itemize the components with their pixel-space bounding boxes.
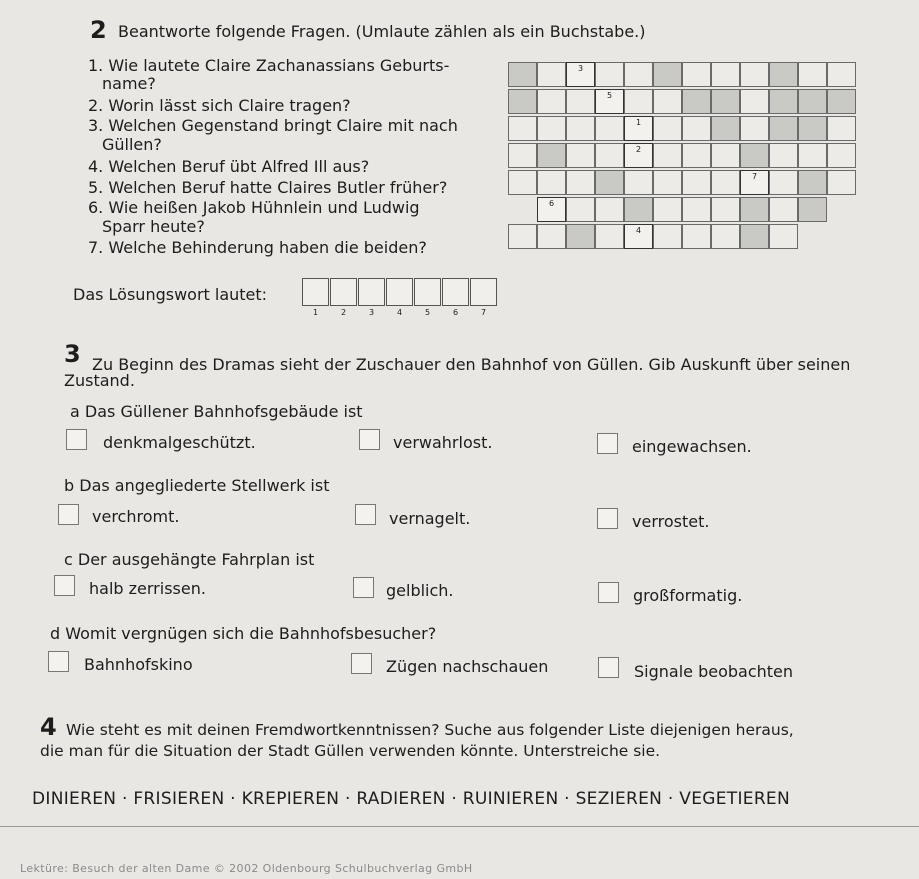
cell-number: 3 — [577, 64, 584, 73]
crossword-cell[interactable] — [798, 62, 827, 87]
crossword-cell[interactable] — [769, 197, 798, 222]
solution-label: Das Lösungswort lautet: — [73, 285, 268, 304]
question-3: 3. Welchen Gegenstand bringt Claire mit nach — [88, 116, 458, 135]
crossword-cell-numbered[interactable] — [624, 143, 653, 168]
crossword-cell-numbered[interactable] — [537, 197, 566, 222]
crossword-cell[interactable] — [566, 116, 595, 141]
crossword-cell[interactable] — [653, 116, 682, 141]
solution-number: 7 — [481, 308, 487, 317]
crossword-cell[interactable] — [682, 170, 711, 195]
question-6: 6. Wie heißen Jakob Hühnlein und Ludwig — [88, 198, 420, 217]
crossword-cell[interactable] — [537, 89, 566, 114]
crossword-cell-numbered[interactable] — [740, 170, 769, 195]
crossword-cell[interactable] — [711, 62, 740, 87]
crossword-cell[interactable] — [769, 116, 798, 141]
cell-number: 1 — [635, 118, 642, 127]
item-b-prompt: b Das angegliederte Stellwerk ist — [64, 476, 330, 495]
option-checkbox[interactable] — [598, 657, 619, 678]
crossword-cell[interactable] — [653, 62, 682, 87]
option-checkbox[interactable] — [597, 433, 618, 454]
solution-box[interactable] — [442, 278, 469, 306]
crossword-cell[interactable] — [769, 170, 798, 195]
crossword-cell[interactable] — [537, 143, 566, 168]
solution-box[interactable] — [386, 278, 413, 306]
crossword-cell[interactable] — [682, 197, 711, 222]
crossword-cell[interactable] — [566, 143, 595, 168]
word-list[interactable]: DINIEREN · FRISIEREN · KREPIEREN · RADIEREN · RUINIEREN · SEZIEREN · VEGETIEREN — [32, 789, 790, 809]
solution-number: 1 — [313, 308, 319, 317]
task3-instruction-cont: Zustand. — [64, 371, 135, 390]
crossword-cell-numbered[interactable] — [624, 116, 653, 141]
option-checkbox[interactable] — [48, 651, 69, 672]
option-label: Bahnhofskino — [84, 655, 193, 674]
crossword-cell[interactable] — [566, 89, 595, 114]
crossword-cell[interactable] — [827, 89, 856, 114]
crossword-cell[interactable] — [508, 224, 537, 249]
cell-number: 6 — [548, 199, 555, 208]
footer-credit: Lektüre: Besuch der alten Dame © 2002 Oldenbourg Schulbuchverlag GmbH — [20, 862, 473, 875]
crossword-cell[interactable] — [508, 89, 537, 114]
option-checkbox[interactable] — [353, 577, 374, 598]
option-checkbox[interactable] — [597, 508, 618, 529]
crossword-cell[interactable] — [827, 62, 856, 87]
crossword-cell[interactable] — [624, 170, 653, 195]
crossword-cell[interactable] — [827, 116, 856, 141]
solution-number: 5 — [425, 308, 431, 317]
question-6-cont: Sparr heute? — [102, 217, 205, 236]
crossword-cell[interactable] — [711, 116, 740, 141]
crossword-cell[interactable] — [711, 224, 740, 249]
option-label: Signale beobachten — [634, 662, 794, 681]
option-checkbox[interactable] — [66, 429, 87, 450]
solution-box[interactable] — [330, 278, 357, 306]
option-label: denkmalgeschützt. — [103, 433, 256, 452]
crossword-cell[interactable] — [537, 62, 566, 87]
crossword-cell[interactable] — [653, 224, 682, 249]
crossword-cell[interactable] — [798, 170, 827, 195]
solution-number: 6 — [453, 308, 459, 317]
task3-instruction: Zu Beginn des Dramas sieht der Zuschauer den Bahnhof von Güllen. Gib Auskunft über seinen — [92, 355, 851, 374]
crossword-cell[interactable] — [711, 143, 740, 168]
solution-box[interactable] — [302, 278, 329, 306]
crossword-cell[interactable] — [653, 143, 682, 168]
crossword-cell[interactable] — [624, 62, 653, 87]
crossword-cell[interactable] — [682, 62, 711, 87]
task4-number: 4 — [40, 713, 57, 741]
task2-number: 2 — [90, 16, 107, 44]
crossword-cell[interactable] — [595, 170, 624, 195]
option-checkbox[interactable] — [58, 504, 79, 525]
crossword-cell[interactable] — [711, 89, 740, 114]
crossword-cell[interactable] — [653, 89, 682, 114]
crossword-cell[interactable] — [508, 143, 537, 168]
crossword-cell[interactable] — [769, 224, 798, 249]
crossword-cell[interactable] — [740, 143, 769, 168]
question-5: 5. Welchen Beruf hatte Claires Butler früher? — [88, 178, 448, 197]
question-7: 7. Welche Behinderung haben die beiden? — [88, 238, 427, 257]
crossword-cell[interactable] — [740, 62, 769, 87]
option-label: großformatig. — [633, 586, 743, 605]
option-label: eingewachsen. — [632, 437, 752, 456]
crossword-cell[interactable] — [508, 62, 537, 87]
crossword-cell[interactable] — [711, 170, 740, 195]
crossword-cell[interactable] — [566, 224, 595, 249]
crossword-cell[interactable] — [508, 170, 537, 195]
solution-number: 3 — [369, 308, 375, 317]
crossword-cell[interactable] — [682, 116, 711, 141]
crossword-cell[interactable] — [798, 116, 827, 141]
cell-number: 7 — [751, 172, 758, 181]
question-2: 2. Worin lässt sich Claire tragen? — [88, 96, 351, 115]
crossword-cell[interactable] — [798, 143, 827, 168]
crossword-cell[interactable] — [740, 89, 769, 114]
crossword-cell[interactable] — [682, 224, 711, 249]
crossword-grid — [508, 62, 866, 252]
solution-box[interactable] — [470, 278, 497, 306]
crossword-cell[interactable] — [595, 62, 624, 87]
crossword-cell[interactable] — [595, 116, 624, 141]
crossword-cell[interactable] — [740, 197, 769, 222]
crossword-cell[interactable] — [566, 170, 595, 195]
crossword-cell-numbered[interactable] — [566, 62, 595, 87]
option-label: vernagelt. — [389, 509, 471, 528]
crossword-cell[interactable] — [740, 116, 769, 141]
option-label: Zügen nachschauen — [386, 657, 549, 676]
crossword-cell[interactable] — [682, 143, 711, 168]
solution-number: 4 — [397, 308, 403, 317]
solution-box[interactable] — [358, 278, 385, 306]
crossword-cell[interactable] — [508, 116, 537, 141]
crossword-cell[interactable] — [595, 143, 624, 168]
crossword-cell[interactable] — [827, 143, 856, 168]
solution-number: 2 — [341, 308, 347, 317]
crossword-cell[interactable] — [624, 197, 653, 222]
crossword-cell-numbered[interactable] — [595, 89, 624, 114]
option-checkbox[interactable] — [355, 504, 376, 525]
task4-instruction-cont: die man für die Situation der Stadt Güllen verwenden könnte. Unterstreiche sie. — [40, 742, 661, 760]
crossword-cell[interactable] — [595, 197, 624, 222]
crossword-cell[interactable] — [653, 170, 682, 195]
crossword-cell[interactable] — [653, 197, 682, 222]
crossword-cell[interactable] — [769, 62, 798, 87]
crossword-cell[interactable] — [740, 224, 769, 249]
cell-number: 4 — [635, 226, 642, 235]
task2-instruction: Beantworte folgende Fragen. (Umlaute zählen als ein Buchstabe.) — [118, 22, 646, 41]
crossword-cell[interactable] — [682, 89, 711, 114]
divider — [0, 826, 919, 827]
crossword-cell[interactable] — [798, 89, 827, 114]
crossword-cell[interactable] — [711, 197, 740, 222]
item-d-prompt: d Womit vergnügen sich die Bahnhofsbesucher? — [50, 624, 437, 643]
crossword-cell[interactable] — [798, 197, 827, 222]
item-c-prompt: c Der ausgehängte Fahrplan ist — [64, 550, 315, 569]
option-label: verwahrlost. — [393, 433, 493, 452]
crossword-cell[interactable] — [769, 89, 798, 114]
crossword-cell[interactable] — [595, 224, 624, 249]
question-1: 1. Wie lautete Claire Zachanassians Geburts- — [88, 56, 450, 75]
option-checkbox[interactable] — [351, 653, 372, 674]
solution-box[interactable] — [414, 278, 441, 306]
crossword-cell[interactable] — [566, 197, 595, 222]
option-label: verrostet. — [632, 512, 710, 531]
crossword-cell[interactable] — [537, 224, 566, 249]
option-checkbox[interactable] — [54, 575, 75, 596]
option-label: verchromt. — [92, 507, 180, 526]
question-4: 4. Welchen Beruf übt Alfred Ill aus? — [88, 157, 370, 176]
crossword-cell[interactable] — [624, 89, 653, 114]
option-checkbox[interactable] — [598, 582, 619, 603]
crossword-cell[interactable] — [769, 143, 798, 168]
option-label: halb zerrissen. — [89, 579, 206, 598]
cell-number: 5 — [606, 91, 613, 100]
crossword-cell[interactable] — [537, 116, 566, 141]
task4-instruction: Wie steht es mit deinen Fremdwortkenntnissen? Suche aus folgender Liste diejenigen heraus, — [66, 721, 794, 739]
crossword-cell[interactable] — [537, 170, 566, 195]
item-a-prompt: a Das Güllener Bahnhofsgebäude ist — [70, 402, 363, 421]
question-1-cont: name? — [102, 74, 156, 93]
cell-number: 2 — [635, 145, 642, 154]
question-3-cont: Güllen? — [102, 135, 162, 154]
option-label: gelblich. — [386, 581, 454, 600]
task3-number: 3 — [64, 340, 81, 368]
crossword-cell[interactable] — [827, 170, 856, 195]
option-checkbox[interactable] — [359, 429, 380, 450]
crossword-cell-numbered[interactable] — [624, 224, 653, 249]
